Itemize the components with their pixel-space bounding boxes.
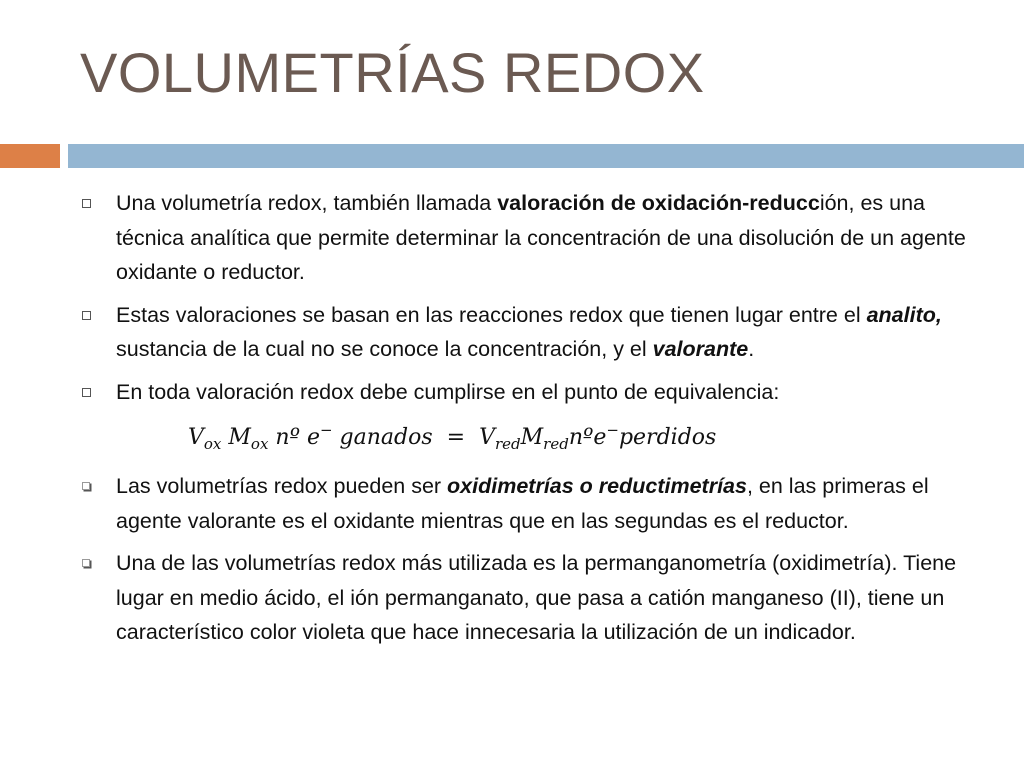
slide-content xyxy=(78,186,978,658)
square-bullet-icon xyxy=(82,388,91,397)
bullet-item: En toda valoración redox debe cumplirse en el punto de equivalencia: xyxy=(78,375,978,410)
square-bullet-icon xyxy=(82,311,91,320)
bullet-item: Estas valoraciones se basan en las reacciones redox que tienen lugar entre el analito, sustancia de la cual no se conoce la concentración, y el valorante. xyxy=(78,298,978,367)
shadow-square-bullet-icon xyxy=(82,559,90,567)
bullet-item: Una de las volumetrías redox más utilizada es la permanganometría (oxidimetría). Tiene lugar en medio ácido, el ión permanganato, que pasa a catión manganeso (II), tiene un característico color violeta que hace innecesaria la utilización de un indicador. xyxy=(78,546,978,650)
bullet-item: Las volumetrías redox pueden ser oxidimetrías o reductimetrías, en las primeras el agente valorante es el oxidante mientras que en las segundas es el reductor. xyxy=(78,469,978,538)
accent-bar-blue xyxy=(68,144,1024,168)
slide-title: VOLUMETRÍAS REDOX xyxy=(80,41,705,104)
accent-bar-orange xyxy=(0,144,60,168)
equivalence-formula: $V_{ox}$ $M_{ox}$ nº e− ganados = $V_{red}M_{red}nºe^-perdidos$ xyxy=(188,421,717,453)
square-bullet-icon xyxy=(82,199,91,208)
shadow-square-bullet-icon xyxy=(82,482,90,490)
bullet-item: Una volumetría redox, también llamada valoración de oxidación-reducción, es una técnica analítica que permite determinar la concentración de una disolución de un agente oxidante o reductor. xyxy=(78,186,978,290)
